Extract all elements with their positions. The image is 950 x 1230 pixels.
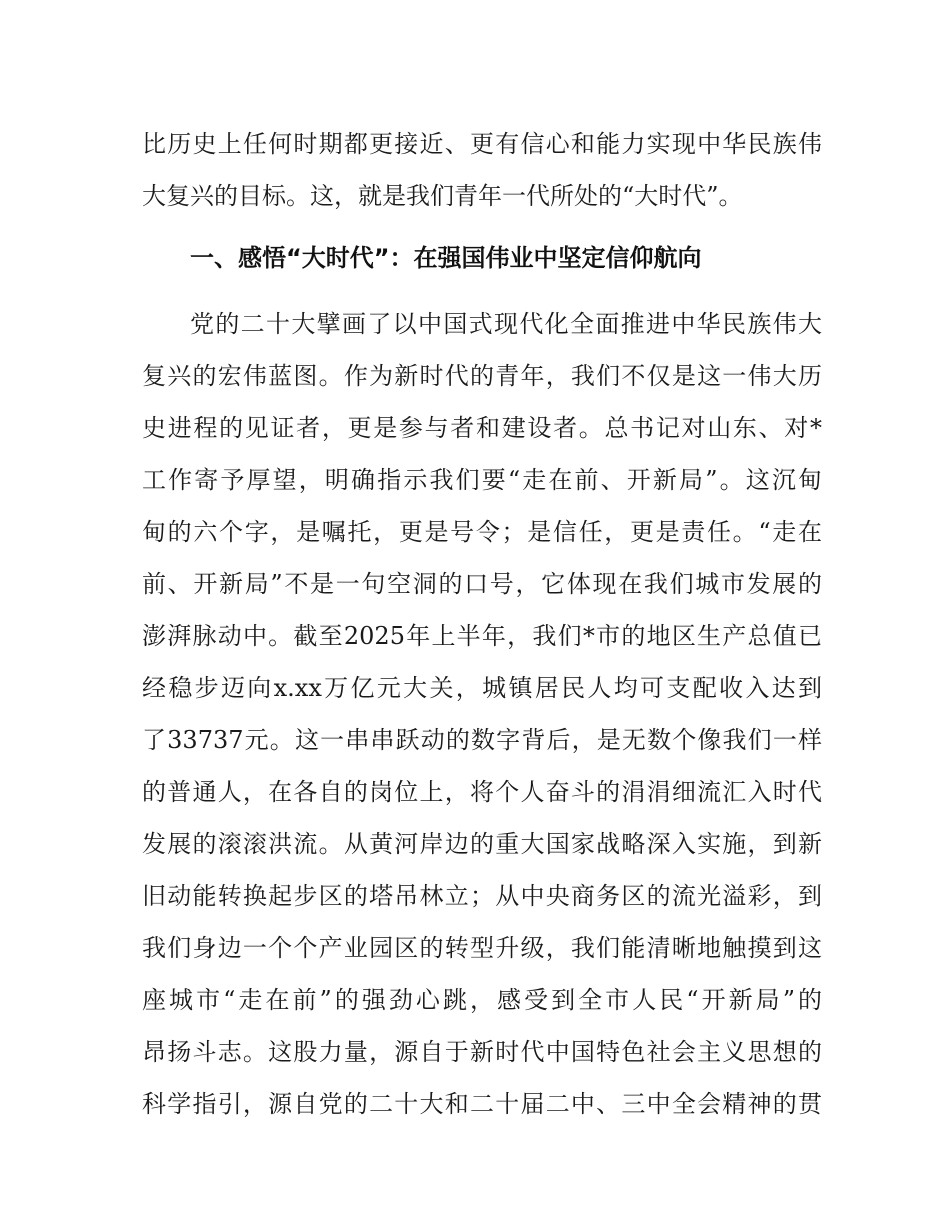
body-line-8: 经稳步迈向x.xx万亿元大关，城镇居民人均可支配收入达到 [142, 674, 822, 702]
intro-line-1: 比历史上任何时期都更接近、更有信心和能力实现中华民族伟 [142, 130, 822, 158]
body-line-13: 我们身边一个个产业园区的转型升级，我们能清晰地触摸到这 [142, 934, 822, 962]
body-line-1: 党的二十大擘画了以中国式现代化全面推进中华民族伟大 [190, 310, 822, 338]
body-line-7: 澎湃脉动中。截至2025年上半年，我们*市的地区生产总值已 [142, 622, 822, 650]
body-line-12: 旧动能转换起步区的塔吊林立；从中央商务区的流光溢彩，到 [142, 882, 822, 910]
body-line-2: 复兴的宏伟蓝图。作为新时代的青年，我们不仅是这一伟大历 [142, 362, 822, 390]
body-line-3: 史进程的见证者，更是参与者和建设者。总书记对山东、对* [142, 414, 822, 442]
intro-line-2: 大复兴的目标。这，就是我们青年一代所处的“大时代”。 [142, 182, 743, 210]
body-line-4: 工作寄予厚望，明确指示我们要“走在前、开新局”。这沉甸 [142, 466, 822, 494]
body-line-16: 科学指引，源自党的二十大和二十届二中、三中全会精神的贯 [142, 1090, 822, 1118]
body-line-14: 座城市“走在前”的强劲心跳，感受到全市人民“开新局”的 [142, 986, 822, 1014]
body-line-6: 前、开新局”不是一句空洞的口号，它体现在我们城市发展的 [142, 570, 822, 598]
section-heading: 一、感悟“大时代”：在强国伟业中坚定信仰航向 [190, 244, 702, 272]
body-line-9: 了33737元。这一串串跃动的数字背后，是无数个像我们一样 [142, 726, 822, 754]
body-line-5: 甸的六个字，是嘱托，更是号令；是信任，更是责任。“走在 [142, 518, 822, 546]
body-line-15: 昂扬斗志。这股力量，源自于新时代中国特色社会主义思想的 [142, 1038, 822, 1066]
body-line-10: 的普通人，在各自的岗位上，将个人奋斗的涓涓细流汇入时代 [142, 778, 822, 806]
body-line-11: 发展的滚滚洪流。从黄河岸边的重大国家战略深入实施，到新 [142, 830, 822, 858]
